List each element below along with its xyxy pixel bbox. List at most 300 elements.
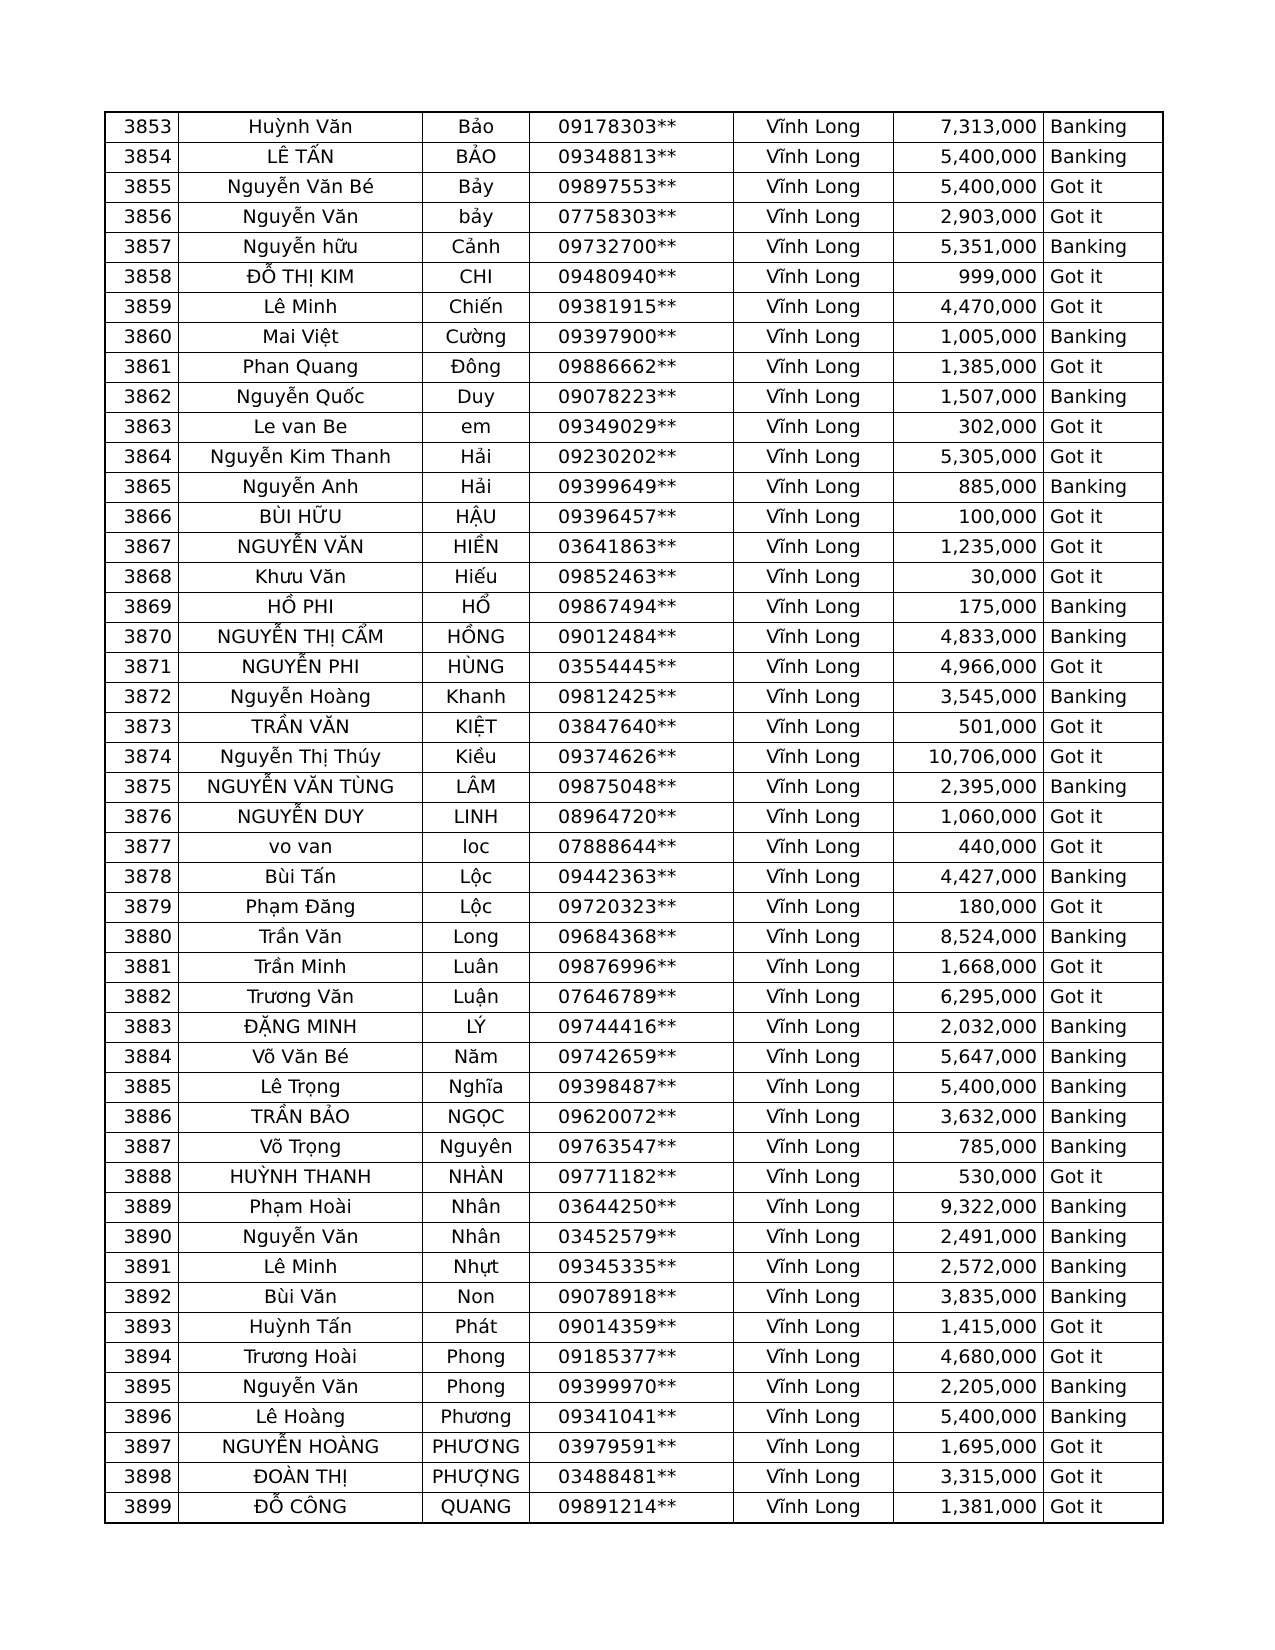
first-name-cell: Nguyên [423,1133,530,1163]
table-row [105,1193,1163,1223]
last-name-cell: NGUYỄN PHI [179,653,423,683]
amount-cell: 1,381,000 [894,1493,1044,1524]
table-row [105,983,1163,1013]
table-row [105,443,1163,473]
first-name-cell: Phát [423,1313,530,1343]
table-row [105,1163,1163,1193]
first-name-cell: Đông [423,353,530,383]
first-name-cell: Nhựt [423,1253,530,1283]
payment-status-cell: Got it [1044,203,1164,233]
amount-cell: 1,005,000 [894,323,1044,353]
amount-cell: 4,833,000 [894,623,1044,653]
table-row [105,683,1163,713]
row-number-cell: 3896 [105,1403,179,1433]
table-row [105,1253,1163,1283]
table-row [105,533,1163,563]
phone-cell: 09480940** [530,263,734,293]
phone-cell: 09012484** [530,623,734,653]
province-cell: Vĩnh Long [734,1403,894,1433]
phone-cell: 09732700** [530,233,734,263]
payment-status-cell: Got it [1044,1463,1164,1493]
payment-status-cell: Got it [1044,653,1164,683]
amount-cell: 5,351,000 [894,233,1044,263]
payment-status-cell: Banking [1044,1283,1164,1313]
data-table [104,111,1164,1524]
row-number-cell: 3898 [105,1463,179,1493]
first-name-cell: LÝ [423,1013,530,1043]
phone-cell: 09014359** [530,1313,734,1343]
row-number-cell: 3865 [105,473,179,503]
amount-cell: 999,000 [894,263,1044,293]
payment-status-cell: Got it [1044,563,1164,593]
phone-cell: 09744416** [530,1013,734,1043]
table-row [105,413,1163,443]
table-row [105,1343,1163,1373]
last-name-cell: HUỲNH THANH [179,1163,423,1193]
last-name-cell: Nguyễn Thị Thúy [179,743,423,773]
table-row [105,863,1163,893]
row-number-cell: 3878 [105,863,179,893]
province-cell: Vĩnh Long [734,923,894,953]
row-number-cell: 3888 [105,1163,179,1193]
phone-cell: 03452579** [530,1223,734,1253]
phone-cell: 09886662** [530,353,734,383]
phone-cell: 09381915** [530,293,734,323]
table-row [105,383,1163,413]
payment-status-cell: Banking [1044,1403,1164,1433]
phone-cell: 09684368** [530,923,734,953]
last-name-cell: Phan Quang [179,353,423,383]
first-name-cell: Năm [423,1043,530,1073]
first-name-cell: Khanh [423,683,530,713]
first-name-cell: BẢO [423,143,530,173]
last-name-cell: vo van [179,833,423,863]
row-number-cell: 3855 [105,173,179,203]
last-name-cell: Le van Be [179,413,423,443]
amount-cell: 175,000 [894,593,1044,623]
province-cell: Vĩnh Long [734,173,894,203]
phone-cell: 08964720** [530,803,734,833]
first-name-cell: Nhân [423,1223,530,1253]
payment-status-cell: Got it [1044,953,1164,983]
last-name-cell: Khưu Văn [179,563,423,593]
amount-cell: 5,400,000 [894,143,1044,173]
amount-cell: 9,322,000 [894,1193,1044,1223]
first-name-cell: Bảy [423,173,530,203]
last-name-cell: Trần Minh [179,953,423,983]
table-row [105,923,1163,953]
first-name-cell: LÂM [423,773,530,803]
last-name-cell: Nguyễn Văn Bé [179,173,423,203]
province-cell: Vĩnh Long [734,383,894,413]
phone-cell: 03644250** [530,1193,734,1223]
province-cell: Vĩnh Long [734,1103,894,1133]
amount-cell: 501,000 [894,713,1044,743]
first-name-cell: Hải [423,443,530,473]
amount-cell: 5,400,000 [894,1073,1044,1103]
table-row [105,112,1163,143]
last-name-cell: Phạm Hoài [179,1193,423,1223]
province-cell: Vĩnh Long [734,1373,894,1403]
last-name-cell: NGUYỄN THỊ CẨM [179,623,423,653]
table-row [105,1313,1163,1343]
last-name-cell: Nguyễn Anh [179,473,423,503]
payment-status-cell: Banking [1044,1073,1164,1103]
row-number-cell: 3884 [105,1043,179,1073]
province-cell: Vĩnh Long [734,413,894,443]
phone-cell: 09720323** [530,893,734,923]
row-number-cell: 3891 [105,1253,179,1283]
payment-status-cell: Got it [1044,263,1164,293]
last-name-cell: HỒ PHI [179,593,423,623]
last-name-cell: Phạm Đăng [179,893,423,923]
row-number-cell: 3871 [105,653,179,683]
row-number-cell: 3885 [105,1073,179,1103]
table-row [105,1493,1163,1524]
payment-status-cell: Banking [1044,1223,1164,1253]
table-row [105,833,1163,863]
last-name-cell: Trương Văn [179,983,423,1013]
phone-cell: 09399970** [530,1373,734,1403]
amount-cell: 4,966,000 [894,653,1044,683]
payment-status-cell: Got it [1044,983,1164,1013]
first-name-cell: NGỌC [423,1103,530,1133]
payment-status-cell: Banking [1044,233,1164,263]
amount-cell: 3,632,000 [894,1103,1044,1133]
payment-status-cell: Banking [1044,112,1164,143]
province-cell: Vĩnh Long [734,1043,894,1073]
last-name-cell: Huỳnh Tấn [179,1313,423,1343]
first-name-cell: HỒNG [423,623,530,653]
last-name-cell: Bùi Văn [179,1283,423,1313]
first-name-cell: Phương [423,1403,530,1433]
table-row [105,653,1163,683]
amount-cell: 3,315,000 [894,1463,1044,1493]
last-name-cell: Nguyễn Quốc [179,383,423,413]
first-name-cell: Kiều [423,743,530,773]
first-name-cell: Chiến [423,293,530,323]
payment-status-cell: Got it [1044,833,1164,863]
row-number-cell: 3895 [105,1373,179,1403]
last-name-cell: Bùi Tấn [179,863,423,893]
table-body [105,112,1163,1523]
phone-cell: 09078223** [530,383,734,413]
province-cell: Vĩnh Long [734,1493,894,1524]
phone-cell: 09852463** [530,563,734,593]
first-name-cell: CHI [423,263,530,293]
payment-status-cell: Got it [1044,713,1164,743]
amount-cell: 8,524,000 [894,923,1044,953]
last-name-cell: ĐOÀN THỊ [179,1463,423,1493]
last-name-cell: Nguyễn Hoàng [179,683,423,713]
last-name-cell: Nguyễn Văn [179,1373,423,1403]
province-cell: Vĩnh Long [734,803,894,833]
last-name-cell: NGUYỄN HOÀNG [179,1433,423,1463]
province-cell: Vĩnh Long [734,263,894,293]
last-name-cell: Nguyễn Văn [179,1223,423,1253]
province-cell: Vĩnh Long [734,833,894,863]
province-cell: Vĩnh Long [734,653,894,683]
first-name-cell: Lộc [423,893,530,923]
amount-cell: 5,400,000 [894,1403,1044,1433]
phone-cell: 09398487** [530,1073,734,1103]
row-number-cell: 3859 [105,293,179,323]
row-number-cell: 3890 [105,1223,179,1253]
last-name-cell: TRẦN VĂN [179,713,423,743]
phone-cell: 09349029** [530,413,734,443]
payment-status-cell: Got it [1044,173,1164,203]
row-number-cell: 3863 [105,413,179,443]
row-number-cell: 3864 [105,443,179,473]
payment-status-cell: Banking [1044,1103,1164,1133]
amount-cell: 6,295,000 [894,983,1044,1013]
phone-cell: 09345335** [530,1253,734,1283]
first-name-cell: Cảnh [423,233,530,263]
row-number-cell: 3886 [105,1103,179,1133]
province-cell: Vĩnh Long [734,1163,894,1193]
payment-status-cell: Banking [1044,1253,1164,1283]
first-name-cell: Hải [423,473,530,503]
row-number-cell: 3899 [105,1493,179,1524]
last-name-cell: Nguyễn Kim Thanh [179,443,423,473]
row-number-cell: 3875 [105,773,179,803]
amount-cell: 1,060,000 [894,803,1044,833]
table-row [105,623,1163,653]
phone-cell: 09875048** [530,773,734,803]
row-number-cell: 3853 [105,112,179,143]
table-row [105,743,1163,773]
first-name-cell: NHÀN [423,1163,530,1193]
payment-status-cell: Banking [1044,1013,1164,1043]
table-row [105,503,1163,533]
row-number-cell: 3882 [105,983,179,1013]
row-number-cell: 3866 [105,503,179,533]
payment-status-cell: Got it [1044,1433,1164,1463]
province-cell: Vĩnh Long [734,443,894,473]
amount-cell: 10,706,000 [894,743,1044,773]
first-name-cell: PHƯƠNG [423,1433,530,1463]
province-cell: Vĩnh Long [734,353,894,383]
first-name-cell: Nhân [423,1193,530,1223]
amount-cell: 2,903,000 [894,203,1044,233]
phone-cell: 09771182** [530,1163,734,1193]
phone-cell: 09341041** [530,1403,734,1433]
amount-cell: 7,313,000 [894,112,1044,143]
table-row [105,1013,1163,1043]
last-name-cell: Võ Trọng [179,1133,423,1163]
row-number-cell: 3883 [105,1013,179,1043]
amount-cell: 302,000 [894,413,1044,443]
amount-cell: 2,032,000 [894,1013,1044,1043]
table-row [105,473,1163,503]
province-cell: Vĩnh Long [734,593,894,623]
table-row [105,1463,1163,1493]
province-cell: Vĩnh Long [734,323,894,353]
amount-cell: 5,647,000 [894,1043,1044,1073]
province-cell: Vĩnh Long [734,473,894,503]
phone-cell: 03979591** [530,1433,734,1463]
amount-cell: 885,000 [894,473,1044,503]
first-name-cell: Long [423,923,530,953]
province-cell: Vĩnh Long [734,743,894,773]
payment-status-cell: Banking [1044,383,1164,413]
payment-status-cell: Banking [1044,863,1164,893]
payment-status-cell: Got it [1044,353,1164,383]
table-row [105,293,1163,323]
payment-status-cell: Banking [1044,143,1164,173]
phone-cell: 09620072** [530,1103,734,1133]
phone-cell: 09397900** [530,323,734,353]
province-cell: Vĩnh Long [734,233,894,263]
last-name-cell: Mai Việt [179,323,423,353]
phone-cell: 03641863** [530,533,734,563]
payment-status-cell: Banking [1044,1043,1164,1073]
table-row [105,143,1163,173]
payment-status-cell: Got it [1044,1493,1164,1524]
table-row [105,713,1163,743]
row-number-cell: 3893 [105,1313,179,1343]
phone-cell: 03847640** [530,713,734,743]
row-number-cell: 3877 [105,833,179,863]
payment-status-cell: Got it [1044,413,1164,443]
row-number-cell: 3897 [105,1433,179,1463]
phone-cell: 07646789** [530,983,734,1013]
last-name-cell: NGUYỄN VĂN TÙNG [179,773,423,803]
payment-status-cell: Banking [1044,923,1164,953]
amount-cell: 2,572,000 [894,1253,1044,1283]
row-number-cell: 3874 [105,743,179,773]
payment-status-cell: Got it [1044,503,1164,533]
province-cell: Vĩnh Long [734,1073,894,1103]
last-name-cell: Lê Trọng [179,1073,423,1103]
province-cell: Vĩnh Long [734,1463,894,1493]
province-cell: Vĩnh Long [734,893,894,923]
row-number-cell: 3862 [105,383,179,413]
payment-status-cell: Got it [1044,443,1164,473]
last-name-cell: Trương Hoài [179,1343,423,1373]
payment-status-cell: Banking [1044,1193,1164,1223]
row-number-cell: 3870 [105,623,179,653]
last-name-cell: Nguyễn hữu [179,233,423,263]
table-row [105,323,1163,353]
amount-cell: 4,470,000 [894,293,1044,323]
amount-cell: 2,205,000 [894,1373,1044,1403]
province-cell: Vĩnh Long [734,503,894,533]
table-row [105,1373,1163,1403]
first-name-cell: Phong [423,1373,530,1403]
province-cell: Vĩnh Long [734,1343,894,1373]
payment-status-cell: Banking [1044,623,1164,653]
amount-cell: 100,000 [894,503,1044,533]
amount-cell: 440,000 [894,833,1044,863]
table-row [105,893,1163,923]
table-row [105,1133,1163,1163]
phone-cell: 09442363** [530,863,734,893]
row-number-cell: 3873 [105,713,179,743]
last-name-cell: LÊ TẤN [179,143,423,173]
amount-cell: 30,000 [894,563,1044,593]
province-cell: Vĩnh Long [734,1283,894,1313]
amount-cell: 5,400,000 [894,173,1044,203]
province-cell: Vĩnh Long [734,112,894,143]
amount-cell: 1,415,000 [894,1313,1044,1343]
phone-cell: 09891214** [530,1493,734,1524]
amount-cell: 530,000 [894,1163,1044,1193]
first-name-cell: bảy [423,203,530,233]
payment-status-cell: Banking [1044,1373,1164,1403]
row-number-cell: 3867 [105,533,179,563]
phone-cell: 09399649** [530,473,734,503]
province-cell: Vĩnh Long [734,953,894,983]
table-row [105,1073,1163,1103]
first-name-cell: Luận [423,983,530,1013]
first-name-cell: HỔ [423,593,530,623]
payment-status-cell: Got it [1044,533,1164,563]
table-row [105,1223,1163,1253]
province-cell: Vĩnh Long [734,713,894,743]
first-name-cell: HẬU [423,503,530,533]
phone-cell: 09867494** [530,593,734,623]
payment-status-cell: Got it [1044,1163,1164,1193]
phone-cell: 03554445** [530,653,734,683]
payment-status-cell: Banking [1044,683,1164,713]
amount-cell: 1,507,000 [894,383,1044,413]
province-cell: Vĩnh Long [734,1133,894,1163]
payment-status-cell: Got it [1044,1313,1164,1343]
first-name-cell: loc [423,833,530,863]
row-number-cell: 3857 [105,233,179,263]
phone-cell: 07888644** [530,833,734,863]
last-name-cell: BÙI HỮU [179,503,423,533]
row-number-cell: 3889 [105,1193,179,1223]
province-cell: Vĩnh Long [734,683,894,713]
province-cell: Vĩnh Long [734,563,894,593]
row-number-cell: 3892 [105,1283,179,1313]
payment-status-cell: Banking [1044,473,1164,503]
table-row [105,203,1163,233]
last-name-cell: ĐỖ CÔNG [179,1493,423,1524]
payment-status-cell: Got it [1044,803,1164,833]
first-name-cell: Lộc [423,863,530,893]
row-number-cell: 3872 [105,683,179,713]
payment-status-cell: Banking [1044,1133,1164,1163]
phone-cell: 09812425** [530,683,734,713]
amount-cell: 1,668,000 [894,953,1044,983]
first-name-cell: Non [423,1283,530,1313]
last-name-cell: Võ Văn Bé [179,1043,423,1073]
table-row [105,1433,1163,1463]
phone-cell: 07758303** [530,203,734,233]
first-name-cell: Phong [423,1343,530,1373]
amount-cell: 3,545,000 [894,683,1044,713]
first-name-cell: Hiếu [423,563,530,593]
row-number-cell: 3881 [105,953,179,983]
last-name-cell: Lê Minh [179,293,423,323]
last-name-cell: TRẦN BẢO [179,1103,423,1133]
first-name-cell: Cường [423,323,530,353]
row-number-cell: 3887 [105,1133,179,1163]
payment-status-cell: Got it [1044,1343,1164,1373]
last-name-cell: Trần Văn [179,923,423,953]
amount-cell: 1,235,000 [894,533,1044,563]
phone-cell: 09396457** [530,503,734,533]
first-name-cell: Bảo [423,112,530,143]
row-number-cell: 3856 [105,203,179,233]
amount-cell: 180,000 [894,893,1044,923]
table-row [105,1103,1163,1133]
table-row [105,233,1163,263]
province-cell: Vĩnh Long [734,203,894,233]
